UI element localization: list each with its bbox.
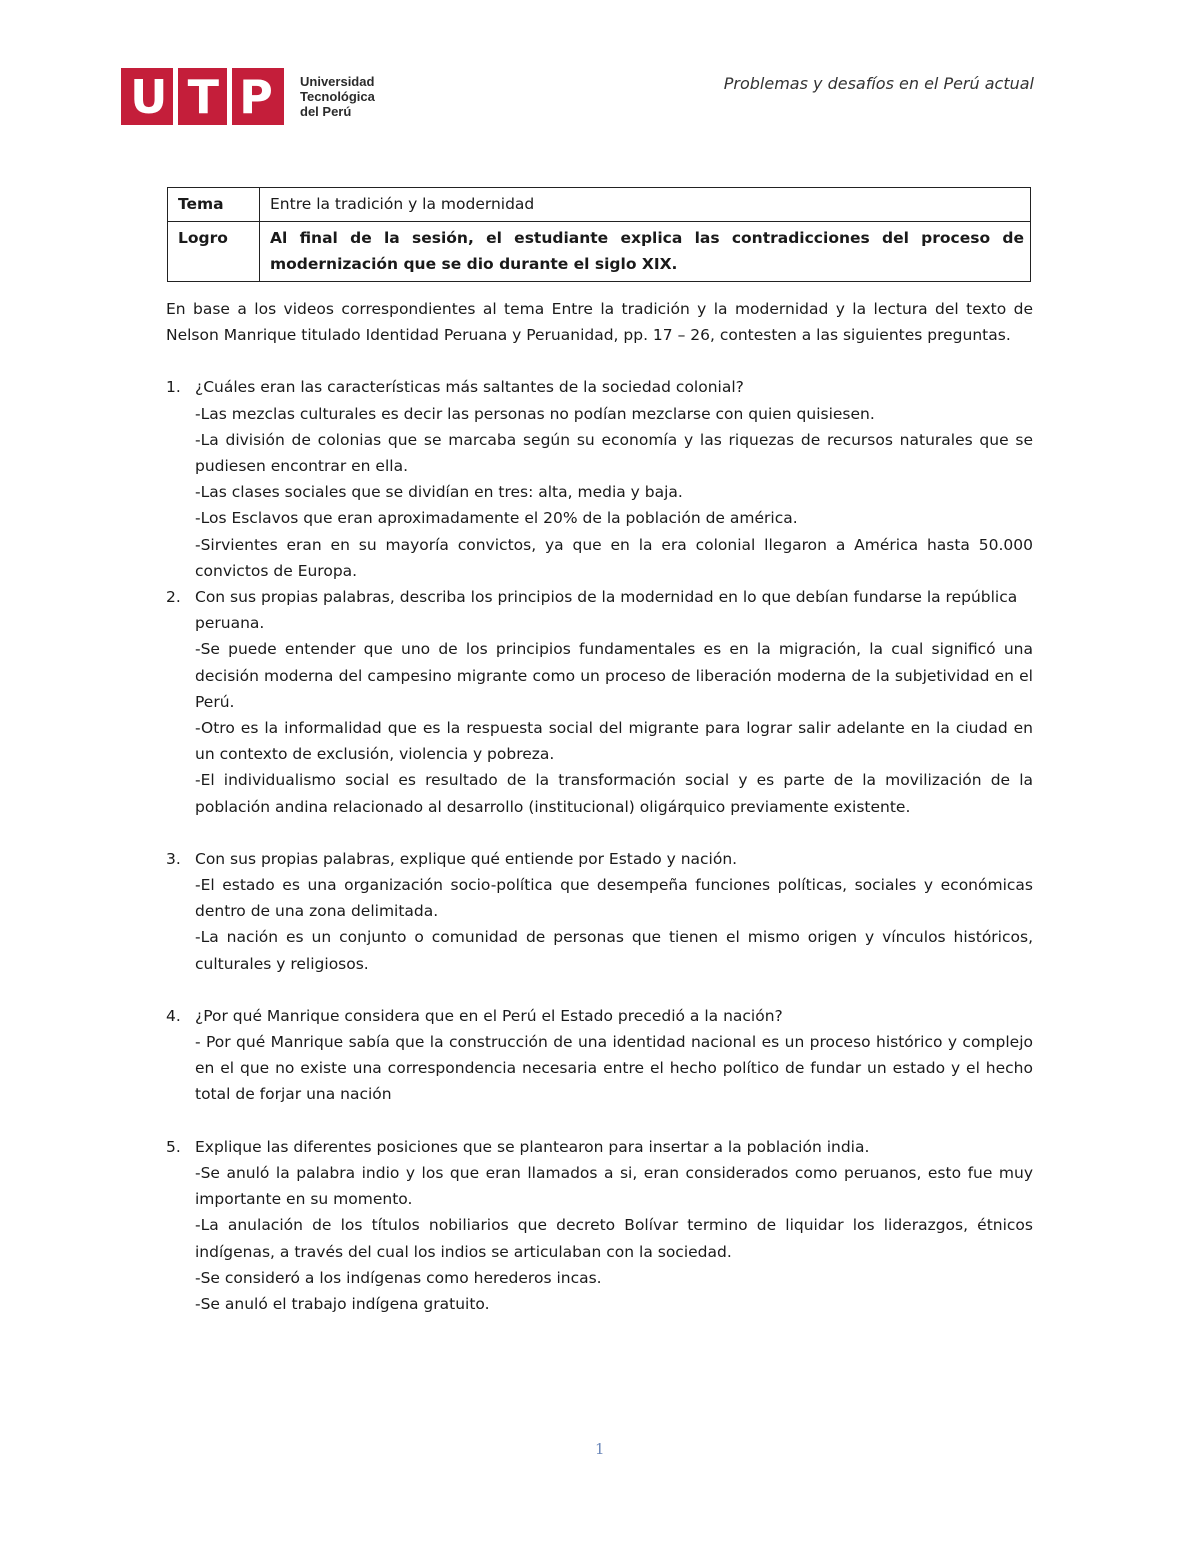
list-item (166, 1134, 1033, 1317)
logo-line: del Perú (300, 104, 352, 119)
list-item (166, 374, 1033, 584)
answer-line: -El individualismo social es resultado de la transformación social y es parte de la movilización de la población andina relacionado al desarrollo (institucional) oligárquico previamente existente. (195, 771, 1033, 816)
table-row (168, 188, 1031, 222)
logo-letter-u: U (130, 69, 170, 124)
answer-line: -Se anuló la palabra indio y los que eran llamados a si, eran considerados como peruanos, esto fue muy importante en su momento. (195, 1163, 1033, 1209)
spacer (166, 820, 1033, 846)
list-item (166, 1003, 1033, 1108)
question-text: ¿Cuáles eran las características más saltantes de la sociedad colonial? (195, 378, 744, 397)
answer-line: -Otro es la informalidad que es la respuesta social del migrante para lograr salir adelante en la ciudad en un contexto de exclusión, violencia y pobreza. (195, 719, 1033, 764)
logo-divider (173, 68, 178, 125)
spacer (166, 1108, 1033, 1134)
page-number: 1 (595, 1440, 605, 1458)
logo-letter-p: P (239, 69, 275, 124)
logo-mark (121, 68, 284, 125)
answer-line: -Los Esclavos que eran aproximadamente el 20% de la población de américa. (195, 509, 798, 528)
question-text: ¿Por qué Manrique considera que en el Perú el Estado precedió a la nación? (195, 1006, 783, 1025)
answer-line: -Se consideró a los indígenas como herederos incas. (195, 1268, 602, 1287)
answer-line: -La anulación de los títulos nobiliarios que decreto Bolívar termino de liquidar los liderazgos, étnicos indígenas, a través del cual los indios se articulaban con la sociedad. (195, 1216, 1033, 1261)
logro-label: Logro (168, 222, 260, 282)
question-number: 5. (166, 1137, 181, 1156)
answer-line: -La nación es un conjunto o comunidad de personas que tienen el mismo origen y vínculos históricos, culturales y religiosos. (195, 928, 1033, 973)
intro-paragraph: En base a los videos correspondientes al tema Entre la tradición y la modernidad y la lectura del texto de Nelson Manrique titulado Identidad Peruana y Peruanidad, pp. 17 – 26, contesten a las siguientes preguntas. (166, 300, 1033, 345)
list-item (166, 584, 1033, 820)
question-number: 3. (166, 849, 181, 868)
answer-line: -Sirvientes eran en su mayoría convictos, ya que en la era colonial llegaron a América hasta 50.000 convictos de Europa. (195, 535, 1033, 580)
logo-line: Tecnológica (300, 89, 375, 104)
session-info-table (167, 187, 1031, 282)
question-number: 1. (166, 378, 181, 397)
answer-line: -Se puede entender que uno de los principios fundamentales es en la migración, la cual significó una decisión moderna del campesino migrante como un proceso de liberación moderna de la subjetividad en el Perú. (195, 640, 1033, 711)
logo-wordmark (300, 74, 375, 119)
answer-line: -Se anuló el trabajo indígena gratuito. (195, 1294, 490, 1313)
answer-line: -Las clases sociales que se dividían en tres: alta, media y baja. (195, 483, 683, 502)
list-item (166, 846, 1033, 977)
question-text: Con sus propias palabras, explique qué entiende por Estado y nación. (195, 849, 738, 868)
answer-line: -Las mezclas culturales es decir las personas no podían mezclarse con quien quisiesen. (195, 404, 875, 423)
logo-line: Universidad (300, 74, 375, 89)
logo-divider (227, 68, 232, 125)
tema-value: Entre la tradición y la modernidad (260, 188, 1031, 222)
answer-line: - Por qué Manrique sabía que la construcción de una identidad nacional es un proceso histórico y complejo en el que no existe una correspondencia necesaria entre el hecho político de fundar un estado y el hecho total de forjar una nación (195, 1033, 1033, 1104)
answer-line: -El estado es una organización socio-política que desempeña funciones políticas, sociales y económicas dentro de una zona delimitada. (195, 876, 1033, 921)
answer-line: -La división de colonias que se marcaba según su economía y las riquezas de recursos naturales que se pudiesen encontrar en ella. (195, 430, 1033, 476)
question-text: Explique las diferentes posiciones que se plantearon para insertar a la población india. (195, 1137, 870, 1156)
document-body (166, 296, 1033, 1317)
table-row (168, 222, 1031, 282)
question-number: 2. (166, 588, 181, 607)
utp-logo (121, 68, 375, 125)
question-text: Con sus propias palabras, describa los principios de la modernidad en lo que debían fundarse la república peruana. (195, 588, 1018, 633)
logo-letter-t: T (187, 69, 221, 124)
question-number: 4. (166, 1006, 181, 1025)
questions-list (166, 374, 1033, 1317)
logro-value: Al final de la sesión, el estudiante explica las contradicciones del proceso de modernización que se dio durante el siglo XIX. (260, 222, 1031, 282)
spacer (166, 977, 1033, 1003)
course-title: Problemas y desafíos en el Perú actual (723, 74, 1034, 93)
tema-label: Tema (168, 188, 260, 222)
